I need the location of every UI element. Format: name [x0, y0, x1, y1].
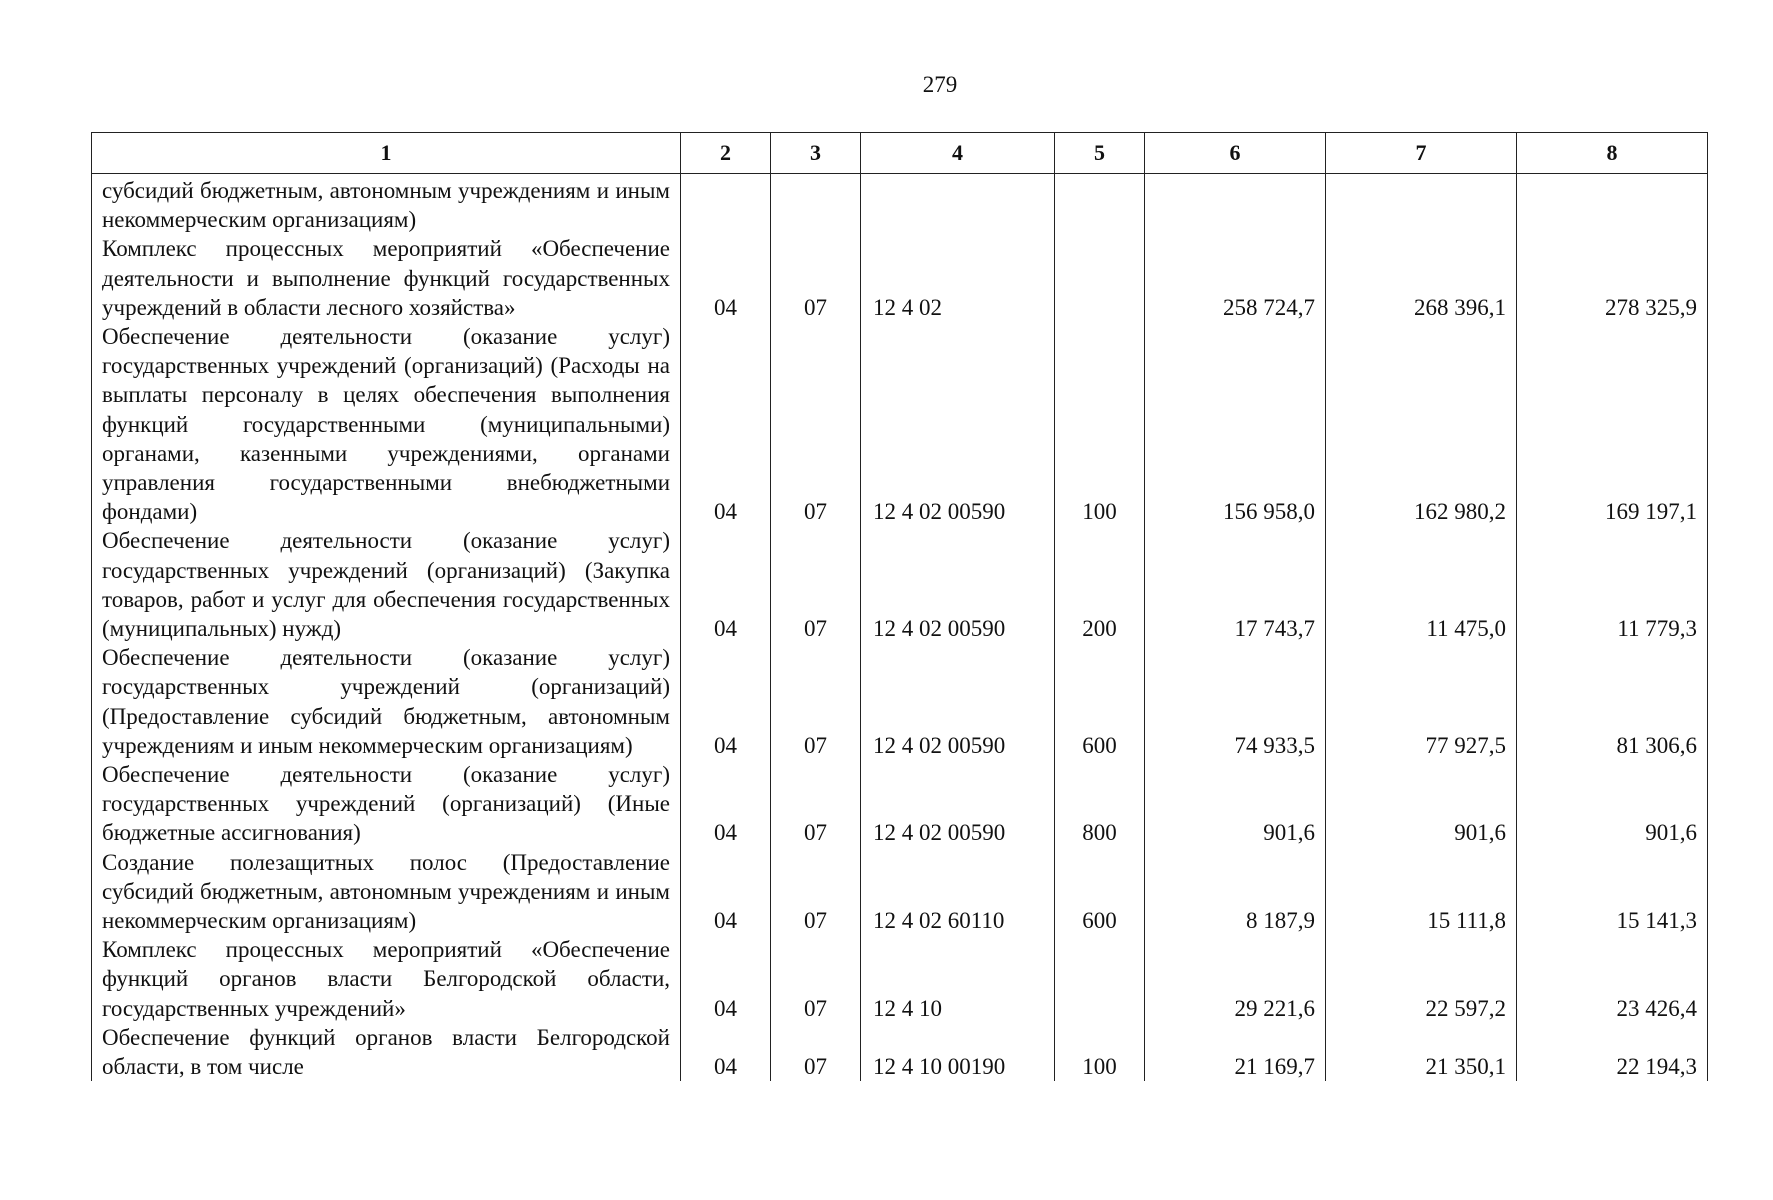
row-amount-col6: 29 221,6	[1145, 935, 1326, 1023]
header-col-3: 3	[771, 133, 861, 174]
row-name: Комплекс процессных мероприятий «Обеспечение деятельности и выполнение функций государственных учреждений в области лесного хозяйства»	[92, 234, 681, 322]
header-col-7: 7	[1326, 133, 1517, 174]
row-expense-type: 200	[1055, 526, 1145, 643]
page-number: 279	[922, 72, 958, 97]
row-amount-col7: 77 927,5	[1326, 643, 1517, 760]
row-amount-col8: 901,6	[1517, 760, 1708, 848]
row-amount-col8: 23 426,4	[1517, 935, 1708, 1023]
row-subsection: 07	[771, 1023, 861, 1081]
row-section: 04	[681, 322, 771, 526]
table-row	[92, 526, 1708, 643]
row-section: 04	[681, 643, 771, 760]
row-expense-type	[1055, 174, 1145, 235]
row-expense-type: 600	[1055, 643, 1145, 760]
row-name: Обеспечение деятельности (оказание услуг) государственных учреждений (организаций) (Предоставление субсидий бюджетным, автономным учреждениям и иным некоммерческим организациям)	[92, 643, 681, 760]
row-amount-col7: 22 597,2	[1326, 935, 1517, 1023]
row-expense-type: 100	[1055, 1023, 1145, 1081]
row-name: Обеспечение деятельности (оказание услуг) государственных учреждений (организаций) (Расходы на выплаты персоналу в целях обеспечения выполнения функций государственными (муниципальными) органами, казенными учреждениями, органами управления государственными внебюджетными фондами)	[92, 322, 681, 526]
row-subsection: 07	[771, 760, 861, 848]
row-subsection: 07	[771, 643, 861, 760]
row-subsection: 07	[771, 322, 861, 526]
table-row	[92, 174, 1708, 235]
row-amount-col7: 11 475,0	[1326, 526, 1517, 643]
row-amount-col7: 21 350,1	[1326, 1023, 1517, 1081]
row-subsection: 07	[771, 234, 861, 322]
row-amount-col8: 278 325,9	[1517, 234, 1708, 322]
row-section: 04	[681, 526, 771, 643]
row-amount-col6: 17 743,7	[1145, 526, 1326, 643]
budget-table	[91, 132, 1708, 1081]
row-expense-type: 100	[1055, 322, 1145, 526]
row-name: Обеспечение функций органов власти Белгородской области, в том числе	[92, 1023, 681, 1081]
row-target-article: 12 4 10 00190	[861, 1023, 1055, 1081]
table-row	[92, 935, 1708, 1023]
row-amount-col6: 901,6	[1145, 760, 1326, 848]
row-subsection	[771, 174, 861, 235]
row-amount-col8: 169 197,1	[1517, 322, 1708, 526]
row-target-article: 12 4 02 00590	[861, 526, 1055, 643]
row-amount-col6: 156 958,0	[1145, 322, 1326, 526]
row-name: Обеспечение деятельности (оказание услуг) государственных учреждений (организаций) (Закупка товаров, работ и услуг для обеспечения государственных (муниципальных) нужд)	[92, 526, 681, 643]
row-target-article: 12 4 02	[861, 234, 1055, 322]
row-section: 04	[681, 760, 771, 848]
row-amount-col7: 268 396,1	[1326, 234, 1517, 322]
row-name: Создание полезащитных полос (Предоставление субсидий бюджетным, автономным учреждениям и иным некоммерческим организациям)	[92, 848, 681, 936]
row-expense-type: 800	[1055, 760, 1145, 848]
row-amount-col6: 21 169,7	[1145, 1023, 1326, 1081]
row-expense-type	[1055, 234, 1145, 322]
header-col-6: 6	[1145, 133, 1326, 174]
row-section: 04	[681, 1023, 771, 1081]
row-section: 04	[681, 935, 771, 1023]
header-col-8: 8	[1517, 133, 1708, 174]
row-amount-col6	[1145, 174, 1326, 235]
row-target-article: 12 4 02 00590	[861, 322, 1055, 526]
row-section	[681, 174, 771, 235]
row-name: субсидий бюджетным, автономным учреждениям и иным некоммерческим организациям)	[92, 174, 681, 235]
row-target-article: 12 4 02 60110	[861, 848, 1055, 936]
row-amount-col8: 22 194,3	[1517, 1023, 1708, 1081]
row-amount-col8: 15 141,3	[1517, 848, 1708, 936]
row-amount-col7: 162 980,2	[1326, 322, 1517, 526]
table-header	[92, 133, 1708, 174]
row-name: Комплекс процессных мероприятий «Обеспечение функций органов власти Белгородской области, государственных учреждений»	[92, 935, 681, 1023]
table-row	[92, 848, 1708, 936]
row-amount-col8: 11 779,3	[1517, 526, 1708, 643]
row-target-article	[861, 174, 1055, 235]
row-amount-col7	[1326, 174, 1517, 235]
table-row	[92, 322, 1708, 526]
table-row	[92, 643, 1708, 760]
row-target-article: 12 4 10	[861, 935, 1055, 1023]
row-amount-col6: 8 187,9	[1145, 848, 1326, 936]
header-col-1: 1	[92, 133, 681, 174]
row-name: Обеспечение деятельности (оказание услуг) государственных учреждений (организаций) (Иные бюджетные ассигнования)	[92, 760, 681, 848]
row-expense-type	[1055, 935, 1145, 1023]
row-amount-col8: 81 306,6	[1517, 643, 1708, 760]
table-row	[92, 234, 1708, 322]
table-body	[92, 174, 1708, 1082]
table-row	[92, 760, 1708, 848]
row-expense-type: 600	[1055, 848, 1145, 936]
row-section: 04	[681, 234, 771, 322]
header-col-4: 4	[861, 133, 1055, 174]
row-target-article: 12 4 02 00590	[861, 643, 1055, 760]
row-target-article: 12 4 02 00590	[861, 760, 1055, 848]
header-col-2: 2	[681, 133, 771, 174]
header-col-5: 5	[1055, 133, 1145, 174]
row-subsection: 07	[771, 848, 861, 936]
table-row	[92, 1023, 1708, 1081]
row-subsection: 07	[771, 526, 861, 643]
row-subsection: 07	[771, 935, 861, 1023]
row-amount-col6: 258 724,7	[1145, 234, 1326, 322]
row-section: 04	[681, 848, 771, 936]
row-amount-col8	[1517, 174, 1708, 235]
header-row	[92, 133, 1708, 174]
row-amount-col7: 15 111,8	[1326, 848, 1517, 936]
row-amount-col7: 901,6	[1326, 760, 1517, 848]
row-amount-col6: 74 933,5	[1145, 643, 1326, 760]
